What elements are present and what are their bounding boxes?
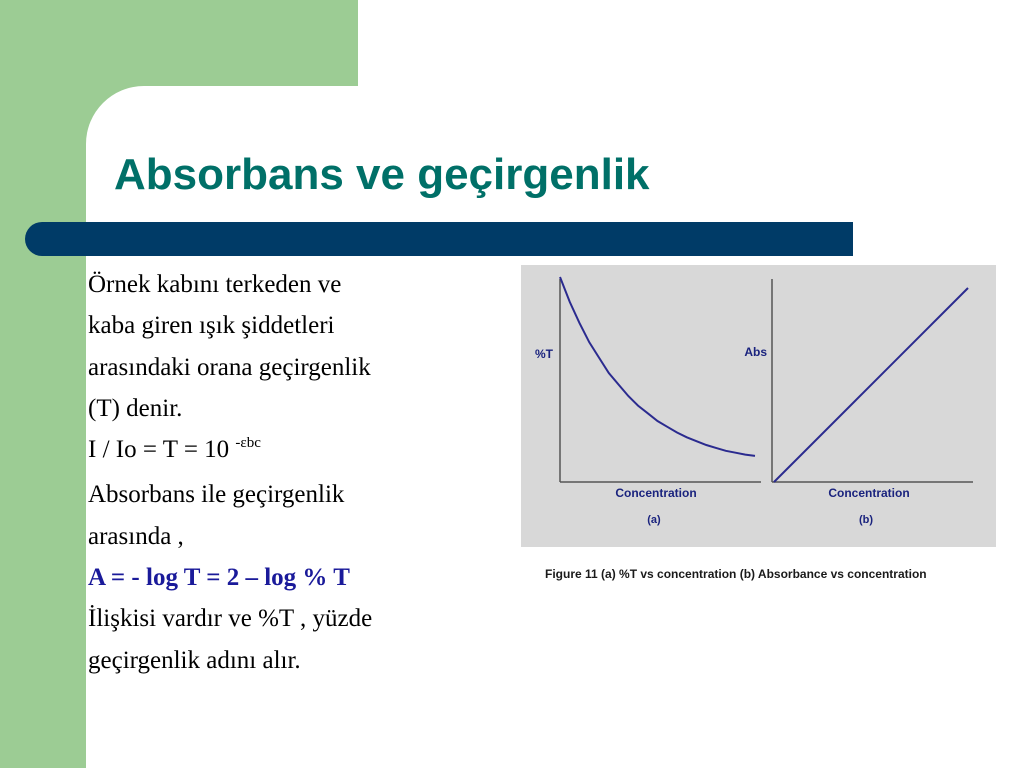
- chart-a-x-label: Concentration: [615, 486, 697, 500]
- body-line: (T) denir.: [88, 394, 183, 422]
- chart-b-series-line: [774, 288, 968, 482]
- slide-title: Absorbans ve geçirgenlik: [114, 150, 650, 199]
- chart-b-x-label: Concentration: [828, 486, 910, 500]
- body-line: arasında ,: [88, 522, 184, 550]
- figure-charts: [521, 265, 996, 547]
- chart-a-series-line: [560, 277, 755, 456]
- slide-body-text: [88, 264, 508, 681]
- body-line: kaba giren ışık şiddetleri: [88, 312, 335, 340]
- chart-a-panel-label: (a): [647, 514, 661, 526]
- transmittance-equation: [88, 429, 508, 474]
- equation-main: I / Io = T = 10: [88, 436, 236, 464]
- figure-panel: [521, 265, 996, 547]
- chart-b-panel-label: (b): [858, 514, 874, 526]
- title-underline-bar: [25, 222, 853, 256]
- body-line: Örnek kabını terkeden ve: [88, 271, 342, 298]
- absorbance-equation: A = - log T = 2 – log % T: [88, 564, 350, 592]
- chart-a-transmittance: [535, 277, 761, 526]
- chart-b-absorbance: [744, 279, 973, 526]
- body-line: İlişkisi vardır ve %T , yüzde: [88, 605, 373, 633]
- chart-a-y-label: %T: [535, 347, 553, 361]
- chart-b-y-label: Abs: [744, 345, 767, 359]
- body-line: arasındaki orana geçirgenlik: [88, 353, 371, 381]
- equation-exponent: -εbc: [235, 435, 261, 452]
- body-line: Absorbans ile geçirgenlik: [88, 481, 345, 509]
- figure-caption: Figure 11 (a) %T vs concentration (b) Absorbance vs concentration: [545, 567, 927, 581]
- body-line: geçirgenlik adını alır.: [88, 646, 301, 674]
